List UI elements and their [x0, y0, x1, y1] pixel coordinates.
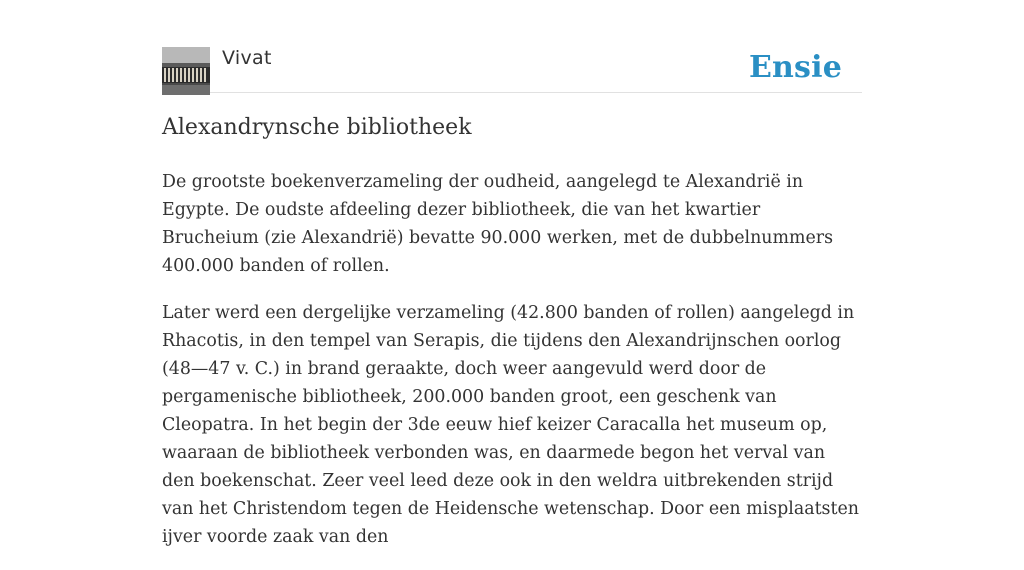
header [162, 46, 862, 93]
article-paragraph-2: Later werd een dergelijke verzameling (42.800 banden of rollen) aangelegd in Rhacotis, in den tempel van Serapis, die tijdens den Alexandrijnschen oorlog (48—47 v. C.) in brand geraakte, doch weer aangevuld werd door de pergamenische bibliotheek, 200.000 banden groot, een geschenk van Cleopatra. In het begin der 3de eeuw hief keizer Caracalla het museum op, waaraan de bibliotheek verbonden was, en daarmede begon het verval van den boekenschat. Zeer veel leed deze ook in den weldra uitbrekenden strijd van het Christendom tegen de Heidensche wetenschap. Door een misplaatsten ijver voorde zaak van den [162, 303, 859, 547]
article-title: Alexandrynsche bibliotheek [162, 115, 472, 140]
article-body [162, 168, 862, 570]
source-name[interactable]: Vivat [222, 47, 272, 69]
library-books-icon[interactable] [162, 47, 210, 95]
article-paragraph-1: De grootste boekenverzameling der oudheid, aangelegd te Alexandrië in Egypte. De oudste afdeeling dezer bibliotheek, die van het kwartier Brucheium (zie Alexandrië) bevatte 90.000 werken, met de dubbelnummers 400.000 banden of rollen. [162, 172, 834, 276]
brand-logo[interactable]: Ensie [748, 50, 842, 85]
